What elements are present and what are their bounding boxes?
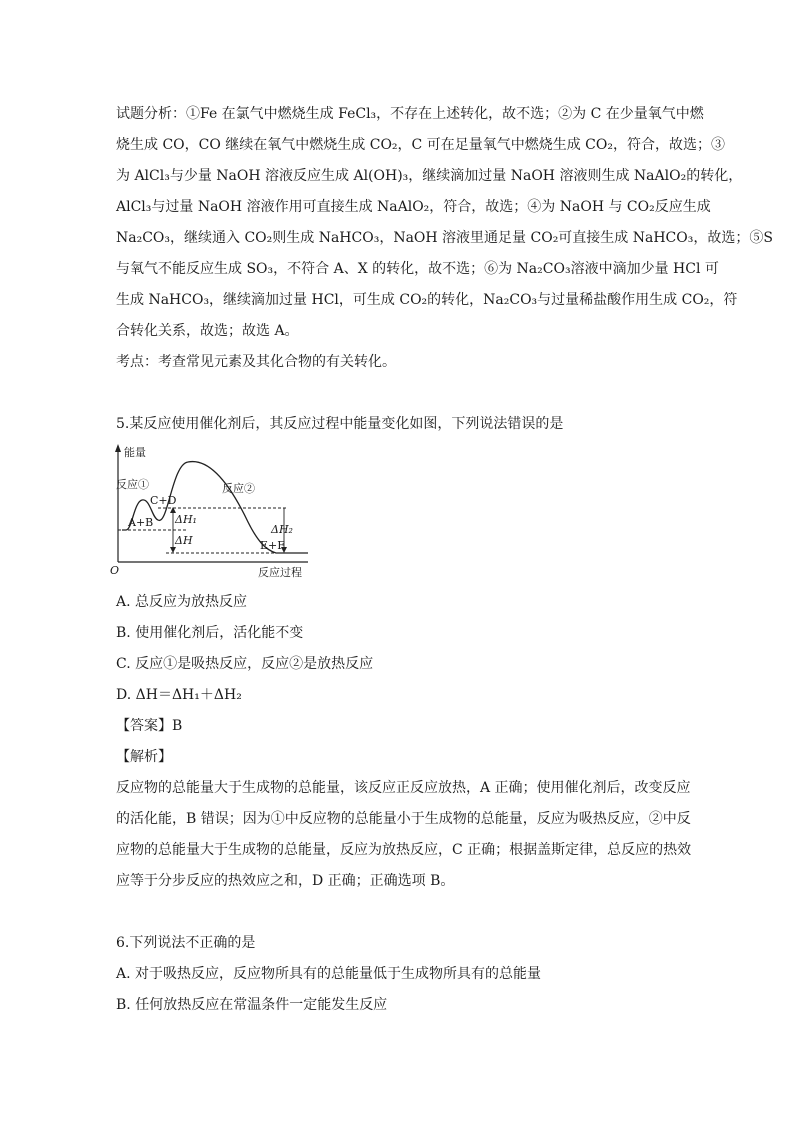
kaodian-line: 考点：考查常见元素及其化合物的有关转化。 [116,354,396,370]
dh-arrowhead [170,547,176,553]
q5-answer: 【答案】B [116,718,183,734]
reactants-label: A+B [128,516,154,529]
curve2-label: 反应② [222,482,255,495]
q5-analysis-line-1: 反应物的总能量大于生成物的总能量，该反应正反应放热，A 正确；使用催化剂后，改变反应 [116,780,691,796]
analysis-line-4: AlCl₃与过量 NaOH 溶液作用可直接生成 NaAlO₂，符合，故选；④为 NaOH 与 CO₂反应生成 [116,199,711,215]
dh-label: ΔH [175,534,193,547]
products-label: E+F [260,539,285,552]
dh2-label: ΔH₂ [271,523,293,536]
q5-option-c: C. 反应①是吸热反应，反应②是放热反应 [116,656,374,672]
q6-option-a: A. 对于吸热反应，反应物所具有的总能量低于生成物所具有的总能量 [116,966,542,982]
analysis-line-7: 生成 NaHCO₃，继续滴加过量 HCl，可生成 CO₂的转化，Na₂CO₃与过量稀盐酸作用生成 CO₂，符 [116,292,738,308]
analysis-line-6: 与氧气不能反应生成 SO₃，不符合 A、X 的转化，故不选；⑥为 Na₂CO₃溶液中滴加少量 HCl 可 [116,261,719,277]
q6-stem: 6.下列说法不正确的是 [116,935,256,951]
energy-diagram [108,440,318,580]
q5-option-a: A. 总反应为放热反应 [116,594,248,610]
analysis-line-1: 试题分析：①Fe 在氯气中燃烧生成 FeCl₃，不存在上述转化，故不选；②为 C 在少量氧气中燃 [116,106,704,122]
q5-analysis-line-4: 应等于分步反应的热效应之和，D 正确；正确选项 B。 [116,873,455,889]
analysis-line-2: 烧生成 CO，CO 继续在氧气中燃烧生成 CO₂，C 可在足量氧气中燃烧生成 CO₂，符合，故选；③ [116,137,725,153]
q5-stem: 5.某反应使用催化剂后，其反应过程中能量变化如图，下列说法错误的是 [116,416,564,432]
q5-analysis-heading: 【解析】 [116,749,172,765]
q5-option-b: B. 使用催化剂后，活化能不变 [116,625,304,641]
x-axis-label: 反应过程 [258,566,302,579]
y-axis-label: 能量 [124,446,146,459]
analysis-line-5: Na₂CO₃，继续通入 CO₂则生成 NaHCO₃，NaOH 溶液里通足量 CO₂可直接生成 NaHCO₃，故选；⑤S [116,230,773,246]
curve1-label: 反应① [116,478,149,491]
q6-option-b: B. 任何放热反应在常温条件一定能发生反应 [116,997,388,1013]
y-axis-arrow [115,444,121,452]
q5-analysis-line-3: 应物的总能量大于生成物的总能量，反应为放热反应，C 正确；根据盖斯定律，总反应的热效 [116,842,692,858]
dh1-label: ΔH₁ [175,513,197,526]
intermediate-label: C+D [150,494,177,507]
q5-analysis-line-2: 的活化能，B 错误；因为①中反应物的总能量小于生成物的总能量，反应为吸热反应，②中反 [116,811,691,827]
origin-label: O [110,564,120,577]
analysis-line-8: 合转化关系，故选；故选 A。 [116,323,299,339]
analysis-line-3: 为 AlCl₃与少量 NaOH 溶液反应生成 Al(OH)₃，继续滴加过量 NaOH 溶液则生成 NaAlO₂的转化， [116,168,743,184]
q5-option-d: D. ΔH＝ΔH₁＋ΔH₂ [116,687,242,703]
